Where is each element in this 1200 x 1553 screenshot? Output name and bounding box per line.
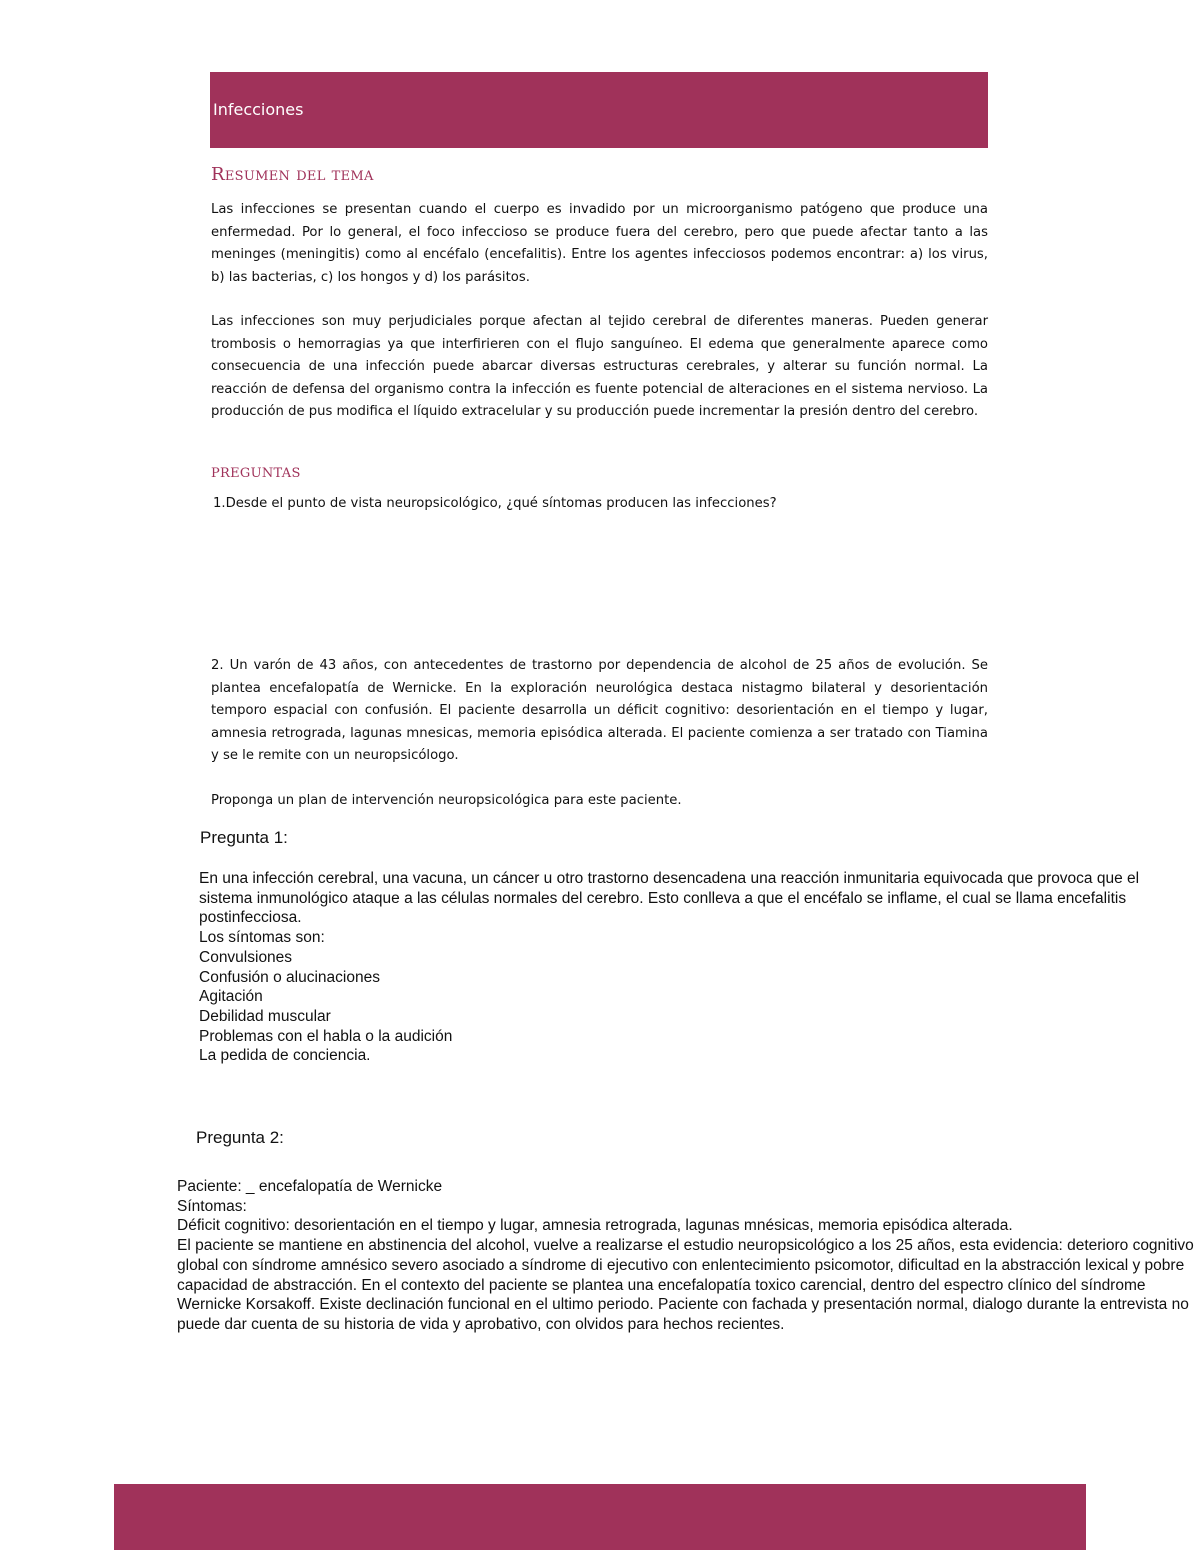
question-1: 1.Desde el punto de vista neuropsicológico, ¿qué síntomas producen las infecciones? [213,496,777,511]
summary-paragraph: Las infecciones son muy perjudiciales porque afectan al tejido cerebral de diferentes maneras. Pueden generar trombosis o hemorragias ya que interfirieren con el flujo sanguíneo. El edema que generalmente aparece como consecuencia de una infección puede abarcar diversas estructuras cerebrales, y alterar su función normal. La reacción de defensa del organismo contra la infección es fuente potencial de alteraciones en el sistema nervioso. La producción de pus modifica el líquido extracelular y su producción puede incrementar la presión dentro del cerebro. [211,314,988,419]
answer-1-body [199,869,1189,1066]
answer-2-line: El paciente se mantiene en abstinencia del alcohol, vuelve a realizarse el estudio neuropsicológico a los 25 años, esta evidencia: deterioro cognitivo global con síndrome amnésico severo asociado a síndrome di ejecutivo con enlentecimiento psicomotor, dificultad en la abstracción lexical y pobre capacidad de abstracción. En el contexto del paciente se plantea una encefalopatía toxico carencial, dentro del espectro clínico del síndrome Wernicke Korsakoff. Existe declinación funcional en el ultimo periodo. Paciente con fachada y presentación normal, dialogo durante la entrevista no puede dar cuenta de su historia de vida y aprobativo, con olvidos para hechos recientes. [177,1237,1194,1333]
answer-1-line: Problemas con el habla o la audición [199,1027,453,1045]
header-band [210,72,988,148]
answer-2-heading: Pregunta 2: [196,1128,284,1147]
answer-1-line: Los síntomas son: [199,929,325,947]
questions-heading: preguntas [211,461,301,482]
answer-1-heading: Pregunta 1: [200,828,288,847]
footer-band [114,1484,1086,1550]
summary-paragraph: Las infecciones se presentan cuando el cuerpo es invadido por un microorganismo patógeno que produce una enfermedad. Por lo general, el foco infeccioso se produce fuera del cerebro, pero que puede afectar tanto a las meninges (meningitis) como al encéfalo (encefalitis). Entre los agentes infecciosos podemos encontrar: a) los virus, b) las bacterias, c) los hongos y d) los parásitos. [211,202,988,285]
answer-1-line: Convulsiones [199,948,293,966]
question-2-prompt: Proponga un plan de intervención neuropsicológica para este paciente. [211,792,682,808]
answer-1-line: La pedida de conciencia. [199,1047,371,1065]
answer-2-line: Déficit cognitivo: desorientación en el tiempo y lugar, amnesia retrograda, lagunas mnésicas, memoria episódica alterada. [177,1217,1013,1235]
summary-text [211,199,988,424]
question-2-block [211,655,988,812]
summary-heading: Resumen del tema [211,164,374,185]
answer-1-line: Agitación [199,988,263,1006]
answer-1-line: Confusión o alucinaciones [199,968,380,986]
document-title: Infecciones [213,100,304,119]
answer-2-body [177,1177,1197,1335]
answer-2-line: Paciente: _ encefalopatía de Wernicke [177,1178,443,1195]
question-2-case: 2. Un varón de 43 años, con antecedentes de trastorno por dependencia de alcohol de 25 años de evolución. Se plantea encefalopatía de Wernicke. En la exploración neurológica destaca nistagmo bilateral y desorientación temporo espacial con confusión. El paciente desarrolla un déficit cognitivo: desorientación en el tiempo y lugar, amnesia retrograda, lagunas mnesicas, memoria episódica alterada. El paciente comienza a ser tratado con Tiamina y se le remite con un neuropsicólogo. [211,658,988,763]
answer-1-line: Debilidad muscular [199,1007,331,1025]
answer-1-line: En una infección cerebral, una vacuna, un cáncer u otro trastorno desencadena una reacción inmunitaria equivocada que provoca que el sistema inmunológico ataque a las células normales del cerebro. Esto conlleva a que el encéfalo se inflame, el cual se llama encefalitis postinfecciosa. [199,870,1140,927]
answer-2-line: Síntomas: [177,1197,247,1215]
